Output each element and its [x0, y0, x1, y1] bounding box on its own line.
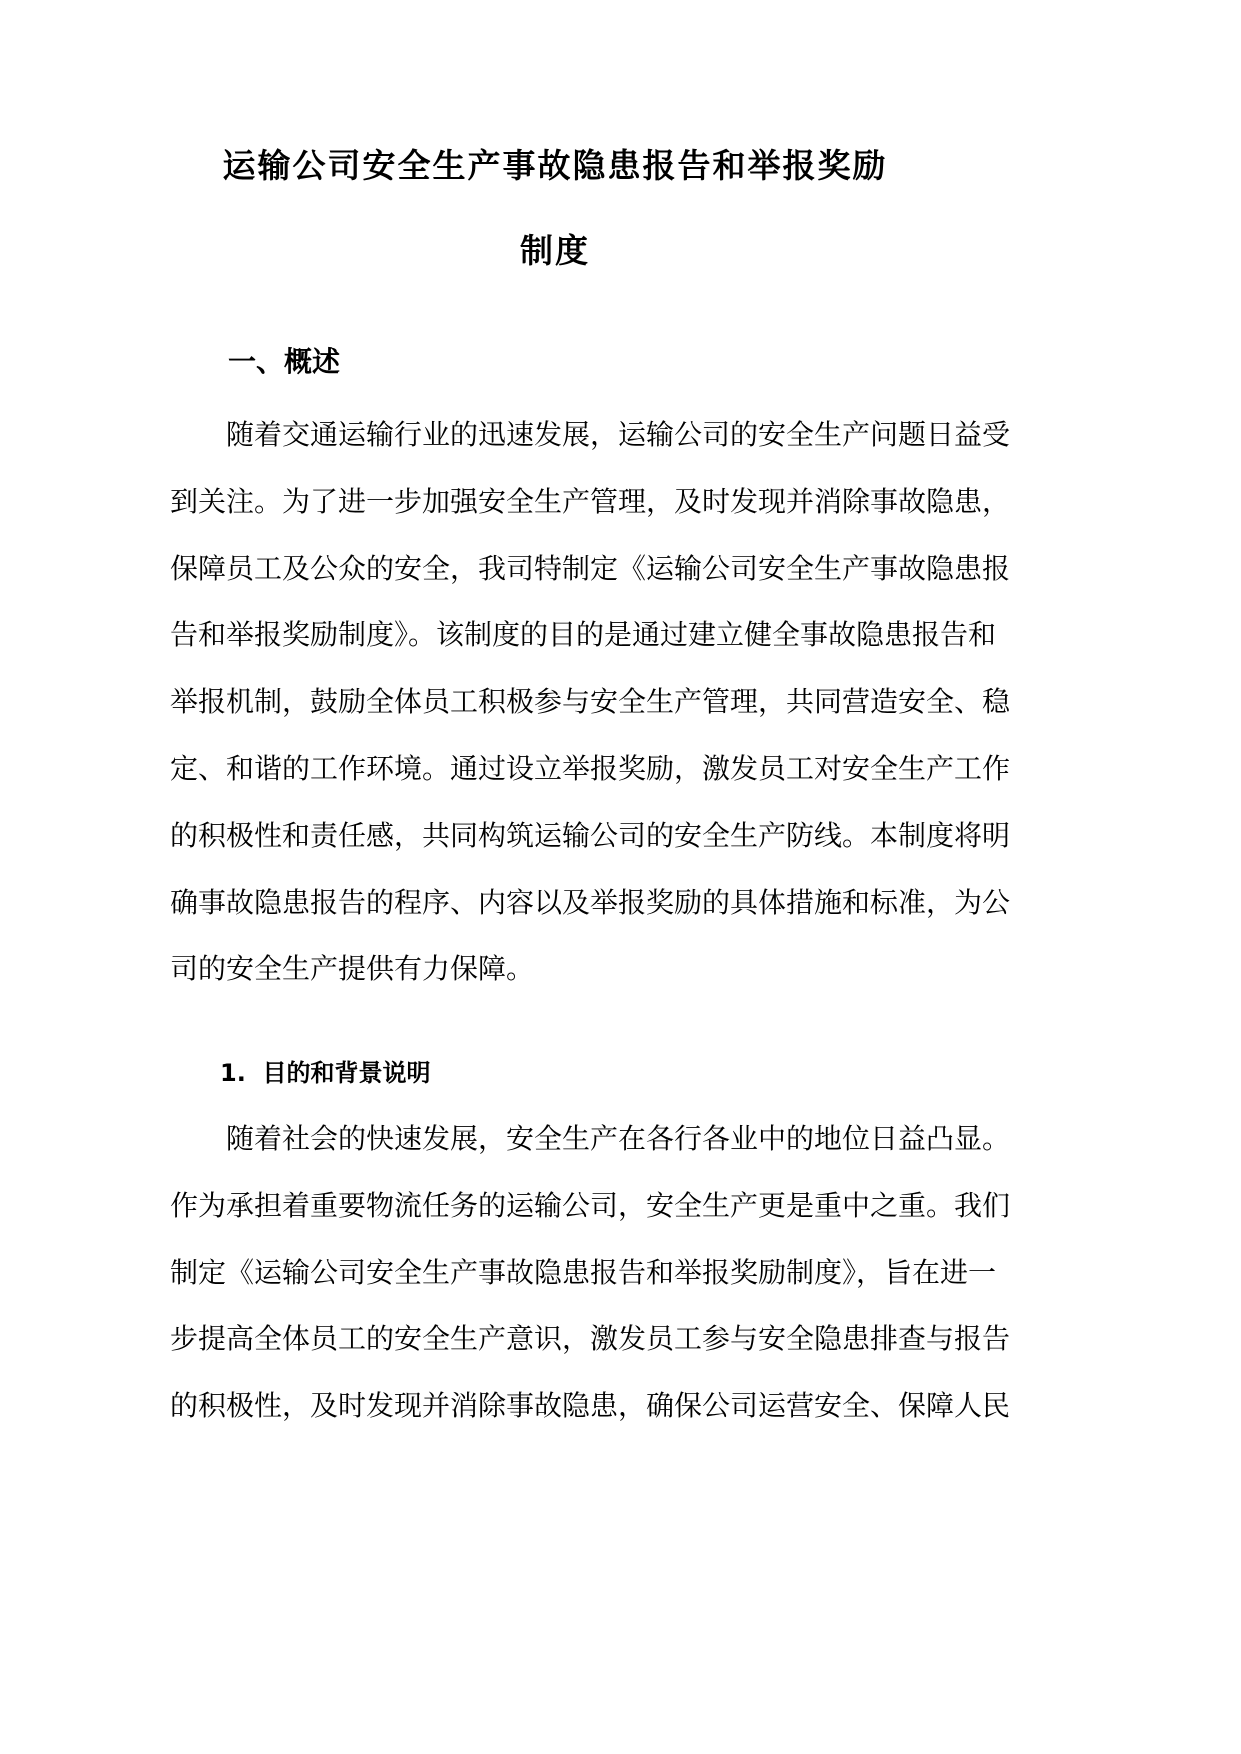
paragraph-line: 司的安全生产提供有力保障。	[170, 952, 535, 986]
document-title-line-1: 运输公司安全生产事故隐患报告和举报奖励	[222, 146, 888, 185]
paragraph-line: 制定《运输公司安全生产事故隐患报告和举报奖励制度》，旨在进一	[170, 1255, 997, 1289]
paragraph-line: 的积极性和责任感，共同构筑运输公司的安全生产防线。本制度将明	[170, 818, 1011, 852]
subsection-heading-purpose: 1. 目的和背景说明	[220, 1059, 431, 1087]
purpose-paragraph	[170, 1119, 1011, 1453]
paragraph-line: 随着交通运输行业的迅速发展，运输公司的安全生产问题日益受	[226, 418, 1011, 451]
paragraph-line: 步提高全体员工的安全生产意识，激发员工参与安全隐患排查与报告	[170, 1322, 1011, 1356]
paragraph-line: 保障员工及公众的安全，我司特制定《运输公司安全生产事故隐患报	[170, 551, 1011, 585]
paragraph-line: 随着社会的快速发展，安全生产在各行各业中的地位日益凸显。	[226, 1122, 1011, 1155]
paragraph-line: 确事故隐患报告的程序、内容以及举报奖励的具体措施和标准，为公	[170, 885, 1011, 919]
paragraph-line: 举报机制，鼓励全体员工积极参与安全生产管理，共同营造安全、稳	[170, 685, 1011, 719]
paragraph-line: 的积极性，及时发现并消除事故隐患，确保公司运营安全、保障人民	[170, 1389, 1011, 1423]
paragraph-line: 定、和谐的工作环境。通过设立举报奖励，激发员工对安全生产工作	[170, 751, 1011, 785]
document-title-line-2: 制度	[520, 231, 590, 270]
paragraph-line: 到关注。为了进一步加强安全生产管理，及时发现并消除事故隐患，	[170, 484, 1011, 518]
section-heading-overview: 一、概述	[228, 345, 341, 378]
paragraph-line: 作为承担着重要物流任务的运输公司，安全生产更是重中之重。我们	[170, 1188, 1011, 1222]
paragraph-line: 告和举报奖励制度》。该制度的目的是通过建立健全事故隐患报告和	[170, 618, 997, 652]
overview-paragraph	[170, 415, 1011, 1016]
